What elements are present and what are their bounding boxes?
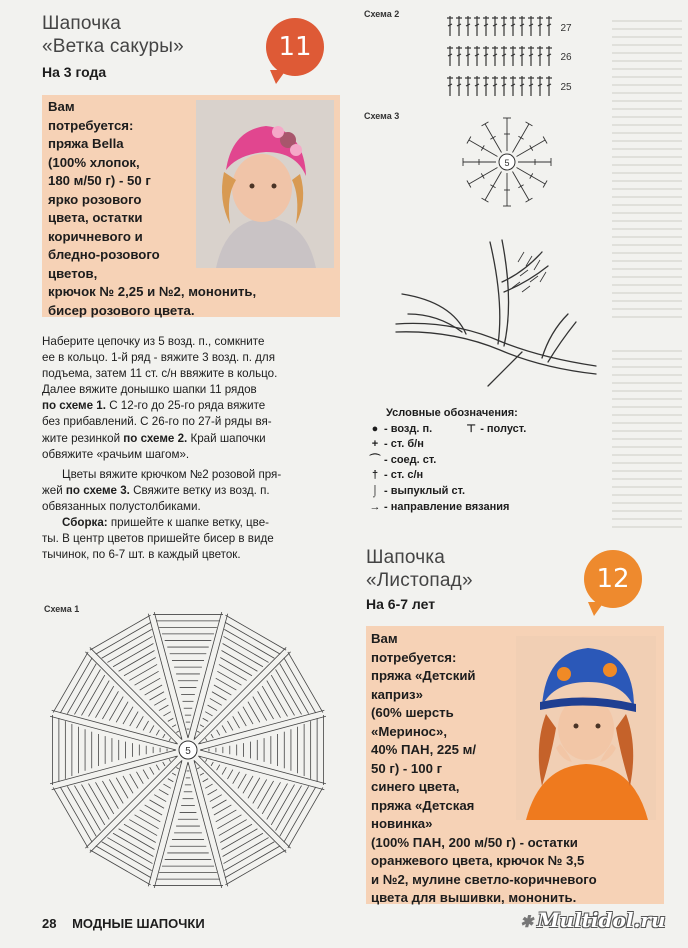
legend <box>366 406 526 515</box>
scheme3-center-number: 5 <box>504 158 510 168</box>
page-number: 28 <box>42 916 57 931</box>
pattern1-age: На 3 года <box>42 64 107 80</box>
scheme3-branch-diagram <box>392 222 606 392</box>
pattern2-requirements: Вам потребуется: пряжа «Детский каприз» (60% шерсть «Меринос», 40% ПАН, 225 м/ 50 г) - 100 г синего цвета, пряжа «Детская новинка» (100% ПАН, 200 м/50 г) - остатки оранжевого цвета, крючок № 3,5 и №2, мулине светло-коричневого цвета для вышивки, мононить. <box>371 631 597 905</box>
pattern2-number-badge: 12 <box>584 550 642 608</box>
scheme1-center-number: 5 <box>185 746 191 757</box>
legend-item: + - ст. б/н <box>371 438 424 451</box>
scheme2-row-25: 25 <box>560 82 572 93</box>
scheme2-row-27: 27 <box>560 23 572 34</box>
watermark: ✱ Multidol.ru <box>520 908 666 932</box>
pattern2-age: На 6-7 лет <box>366 596 436 612</box>
scheme1-diagram <box>40 610 340 906</box>
legend-title: Условные обозначения: <box>386 407 518 419</box>
page-footer <box>42 916 205 931</box>
puzzle-logo-icon: ✱ <box>520 912 534 931</box>
pattern2-title: Шапочка «Листопад» <box>366 547 473 591</box>
scheme3-flower-diagram <box>455 112 565 216</box>
scheme1-label: Схема 1 <box>44 604 80 614</box>
scheme3-label: Схема 3 <box>364 111 400 121</box>
scheme2-row-26: 26 <box>560 52 572 63</box>
legend-item: ● - возд. п. ⊤ - полуст. <box>371 422 527 435</box>
magazine-title: МОДНЫЕ ШАПОЧКИ <box>72 916 205 931</box>
bleed-through-text <box>612 20 682 320</box>
legend-item: ⌡ - выпуклый ст. <box>371 484 466 497</box>
scheme2-diagram <box>446 12 576 98</box>
pattern1-number-badge: 11 <box>266 18 324 76</box>
pattern1-instructions: Наберите цепочку из 5 возд. п., сомкните ее в кольцо. 1-й ряд - вяжите 3 возд. п. для подъема, затем 11 ст. с/н ввяжите в кольцо. Далее вяжите донышко шапки 11 рядов по схеме 1. С 12-го до 25-го ряда вяжите без прибавлений. С 26-го по 27-й ряды вя- жите резинкой по схеме 2. Край шапочки обвяжите «рачьим шагом». Цветы вяжите крючком №2 розовой пря- жей по схеме 3. Свяжите ветку из возд. п. обвязанных полустолбиками. Сборка: пришейте к шапке ветку, цве- ты. В центр цветов пришейте бисер в виде тычинок, по 6-7 шт. в каждый цветок. <box>42 335 282 562</box>
legend-item: → - направление вязания <box>369 500 510 513</box>
legend-item: † - ст. с/н <box>371 469 424 482</box>
scheme2-label: Схема 2 <box>364 9 400 19</box>
pattern1-requirements: Вам потребуется: пряжа Bella (100% хлопок, 180 м/50 г) - 50 г ярко розового цвета, остатки коричневого и бледно-розового цветов, крючок № 2,25 и №2, мононить, бисер розового цвета. <box>48 99 257 318</box>
pattern1-title: Шапочка «Ветка сакуры» <box>42 13 184 57</box>
bleed-through-text <box>612 350 682 530</box>
legend-item: ⌒ - соед. ст. <box>369 453 437 466</box>
